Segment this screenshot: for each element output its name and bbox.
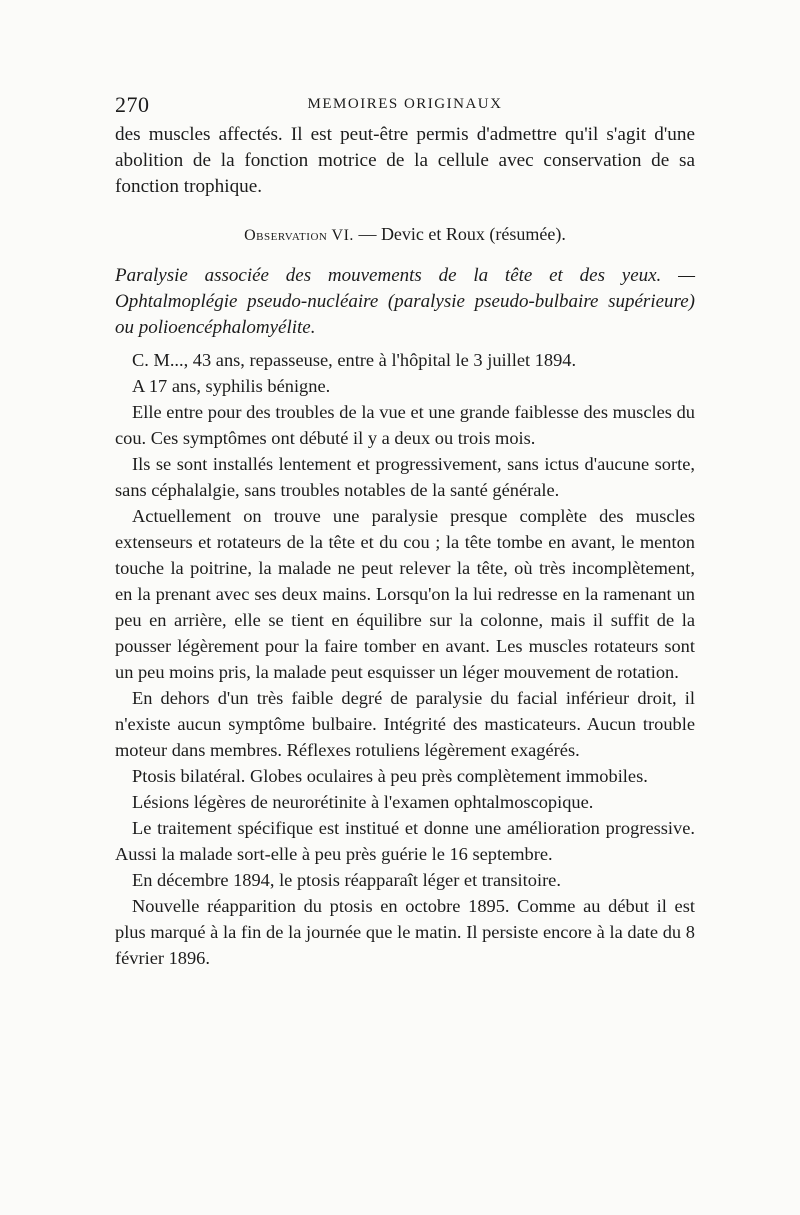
intro-paragraph: des muscles affectés. Il est peut-être permis d'admettre qu'il s'agit d'une abolition de la fonction motrice de la cellule avec conservation de sa fonction trophique. (115, 124, 695, 197)
paragraph: A 17 ans, syphilis bénigne. (132, 376, 331, 396)
paragraph: Elle entre pour des troubles de la vue et une grande faiblesse des muscles du cou. Ces symptômes ont débuté il y a deux ou trois mois. (115, 402, 695, 448)
page-header (115, 92, 695, 116)
paragraph: Nouvelle réapparition du ptosis en octobre 1895. Comme au début il est plus marqué à la fin de la journée que le matin. Il persiste encore à la date du 8 février 1896. (115, 896, 695, 968)
paragraph: Actuellement on trouve une paralysie presque complète des muscles extenseurs et rotateurs de la tête et du cou ; la tête tombe en avant, le menton touche la poitrine, la malade ne peut relever la tête, où très incomplètement, en la prenant avec ses deux mains. Lorsqu'on la lui redresse en la ramenant un peu en arrière, elle se tient en équilibre sur la colonne, mais il suffit de la pousser légèrement pour la faire tomber en avant. Les muscles rotateurs sont un peu moins pris, la malade peut esquisser un léger mouvement de rotation. (115, 506, 695, 682)
observation-notes (115, 347, 695, 971)
document-page (115, 92, 695, 971)
observation-label: Observation VI. (244, 227, 354, 244)
observation-title: Paralysie associée des mouvements de la tête et des yeux. — Ophtalmoplégie pseudo-nucléaire (paralysie pseudo-bulbaire supérieure) ou polioencéphalomyélite. (115, 265, 695, 338)
paragraph: Ptosis bilatéral. Globes oculaires à peu près complètement immobiles. (132, 766, 648, 786)
paragraph: Ils se sont installés lentement et progressivement, sans ictus d'aucune sorte, sans céphalalgie, sans troubles notables de la santé générale. (115, 454, 695, 500)
paragraph: Le traitement spécifique est institué et donne une amélioration progressive. Aussi la malade sort-elle à peu près guérie le 16 septembre. (115, 818, 695, 864)
paragraph: Lésions légères de neurorétinite à l'examen ophtalmoscopique. (132, 792, 594, 812)
paragraph: En dehors d'un très faible degré de paralysie du facial inférieur droit, il n'existe aucun symptôme bulbaire. Intégrité des masticateurs. Aucun trouble moteur dans membres. Réflexes rotuliens légèrement exagérés. (115, 688, 695, 760)
page-number: 270 (115, 92, 150, 117)
observation-authors: — Devic et Roux (résumée). (358, 224, 566, 244)
paragraph: C. M..., 43 ans, repasseuse, entre à l'hôpital le 3 juillet 1894. (132, 350, 577, 370)
paragraph: En décembre 1894, le ptosis réapparaît léger et transitoire. (132, 870, 561, 890)
running-title: MEMOIRES ORIGINAUX (307, 96, 503, 112)
observation-heading (115, 224, 695, 245)
